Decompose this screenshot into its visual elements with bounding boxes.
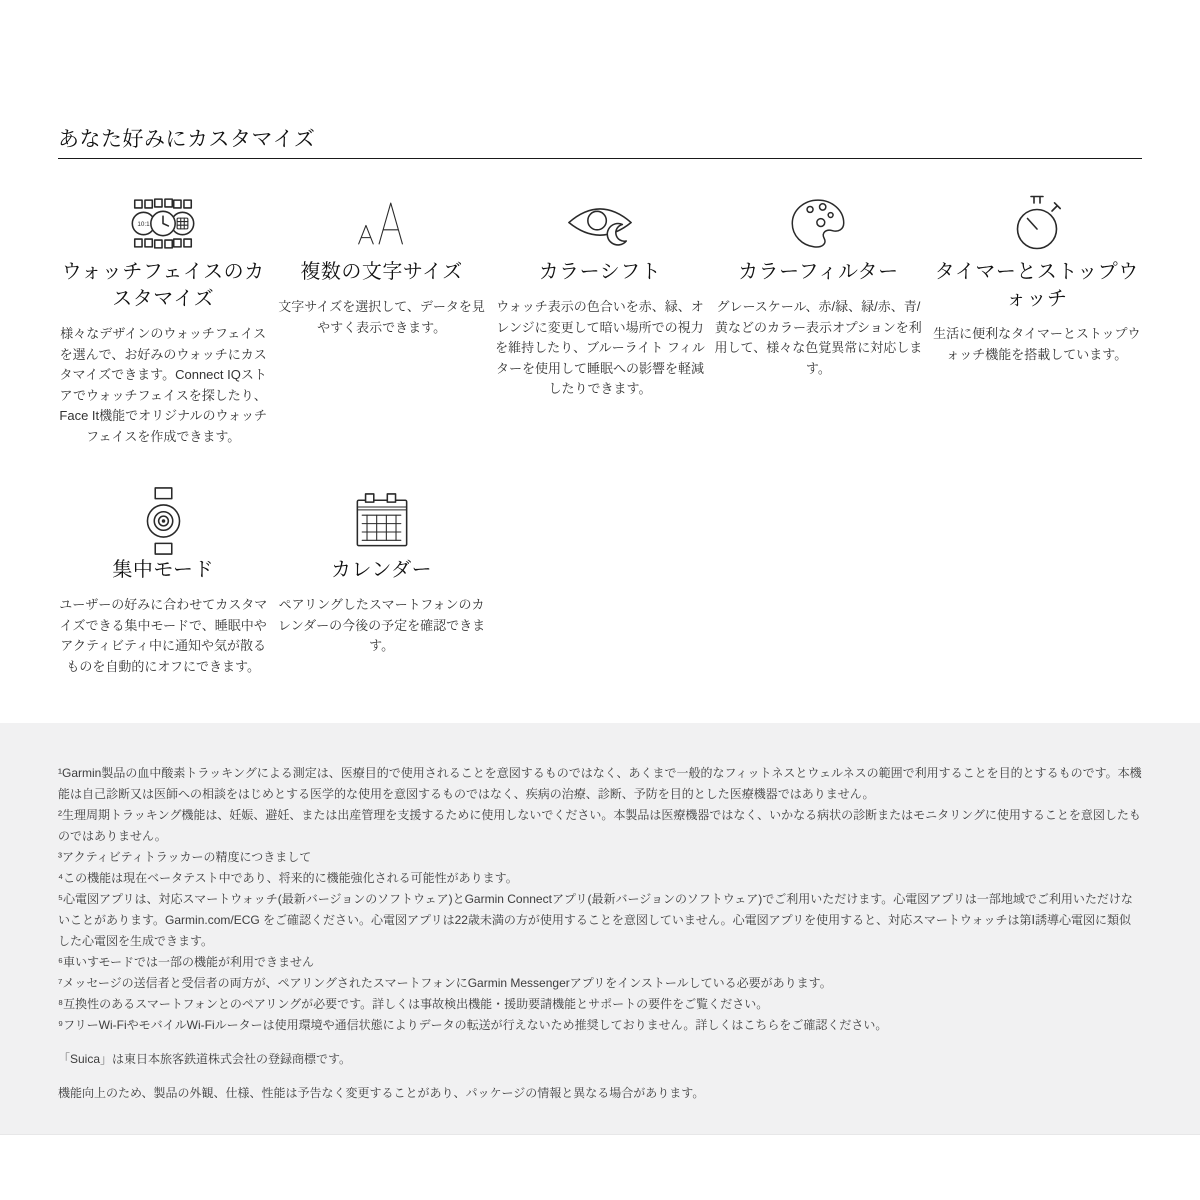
features-row-2 (58, 487, 1142, 677)
calendar-icon (276, 487, 486, 555)
focus-mode-watch-icon (58, 487, 268, 555)
feature-card-text-size (276, 189, 486, 447)
feature-description: ウォッチ表示の色合いを赤、緑、オレンジに変更して暗い場所での視力を維持したり、ブルーライト フィルターを使用して睡眠への影響を軽減したりできます。 (495, 299, 705, 396)
footnote-5: ⁵心電図アプリは、対応スマートウォッチ(最新バージョンのソフトウェア)とGarmin Connectアプリ(最新バージョンのソフトウェア)でご利用いただけます。心電図アプリは一部地域でご利用いただけないことがあります。Garmin.com/ECG をご確認ください。心電図アプリは22歳未満の方が使用することを意図していません。心電図アプリを使用すると、対応スマートウォッチは第Ⅰ誘導心電図に類似した心電図を生成できます。 (58, 892, 1133, 948)
feature-title: 複数の文字サイズ (300, 261, 463, 283)
feature-title: タイマーとストップウォッチ (934, 261, 1139, 310)
footnote-7: ⁷メッセージの送信者と受信者の両方が、ペアリングされたスマートフォンにGarmin Messengerアプリをインストールしている必要があります。 (58, 976, 832, 990)
stopwatch-icon (932, 189, 1142, 257)
section-heading: あなた好みにカスタマイズ (58, 126, 1142, 159)
feature-card-focus-mode (58, 487, 268, 677)
feature-title: カラーフィルター (738, 261, 899, 283)
footnote-9: ⁹フリーWi-FiやモバイルWi-Fiルーターは使用環境や通信状態によりデータの転送が行えないため推奨しておりません。詳しくはこちらをご確認ください。 (58, 1018, 888, 1032)
feature-card-color-filter (713, 189, 923, 447)
feature-card-watch-faces (58, 189, 268, 447)
footnote-1: ¹Garmin製品の血中酸素トラッキングによる測定は、医療目的で使用されることを意図するものではなく、あくまで一般的なフィットネスとウェルネスの範囲で利用することを目的とするものです。本機能は自己診断又は医師への相談をはじめとする医学的な使用を意図するものではなく、疾病の治療、診断、予防を目的とした医療機器ではありません。 (58, 766, 1142, 801)
spec-change-disclaimer: 機能向上のため、製品の外観、仕様、性能は予告なく変更することがあり、パッケージの情報と異なる場合があります。 (58, 1086, 705, 1100)
feature-title: カレンダー (330, 559, 433, 581)
features-row-1 (58, 189, 1142, 447)
footnote-6: ⁶車いすモードでは一部の機能が利用できません (58, 955, 314, 969)
text-size-icon (276, 189, 486, 257)
suica-trademark-note: 「Suica」は東日本旅客鉄道株式会社の登録商標です。 (58, 1052, 352, 1066)
footnote-8: ⁸互換性のあるスマートフォンとのペアリングが必要です。詳しくは事故検出機能・援助要請機能とサポートの要件をご覧ください。 (58, 997, 769, 1011)
watch-faces-icon (58, 189, 268, 257)
svg-text:10:1: 10:1 (137, 220, 150, 228)
eye-moon-icon (495, 189, 705, 257)
feature-card-timer-stopwatch (932, 189, 1142, 447)
feature-card-calendar (276, 487, 486, 677)
feature-card-color-shift (495, 189, 705, 447)
feature-description: ユーザーの好みに合わせてカスタマイズできる集中モードで、睡眠中やアクティビティ中に通知や気が散るものを自動的にオフにできます。 (59, 597, 268, 674)
footnote-4: ⁴この機能は現在ベータテスト中であり、将来的に機能強化される可能性があります。 (58, 871, 518, 885)
feature-description: グレースケール、赤/緑、緑/赤、青/黄などのカラー表示オプションを利用して、様々な色覚異常に対応します。 (714, 299, 923, 376)
legal-footnotes-section (0, 723, 1200, 1135)
feature-description: 様々なデザインのウォッチフェイスを選んで、お好みのウォッチにカスタマイズできます。Connect IQストアでウォッチフェイスを探したり、Face It機能でオリジナルのウォッチフェイスを作成できます。 (59, 326, 267, 444)
palette-icon (713, 189, 923, 257)
feature-description: ペアリングしたスマートフォンのカレンダーの今後の予定を確認できます。 (278, 597, 486, 653)
footnote-2: ²生理周期トラッキング機能は、妊娠、避妊、または出産管理を支援するために使用しないでください。本製品は医療機器ではなく、いかなる病状の診断またはモニタリングに使用することを意図したものではありません。 (58, 808, 1141, 843)
feature-description: 生活に便利なタイマーとストップウォッチ機能を搭載しています。 (933, 326, 1141, 362)
feature-title: 集中モード (112, 559, 215, 581)
feature-description: 文字サイズを選択して、データを見やすく表示できます。 (278, 299, 485, 335)
feature-title: カラーシフト (538, 261, 662, 283)
footnote-3: ³アクティビティトラッカーの精度につきまして (58, 850, 312, 864)
feature-title: ウォッチフェイスのカスタマイズ (61, 261, 265, 310)
